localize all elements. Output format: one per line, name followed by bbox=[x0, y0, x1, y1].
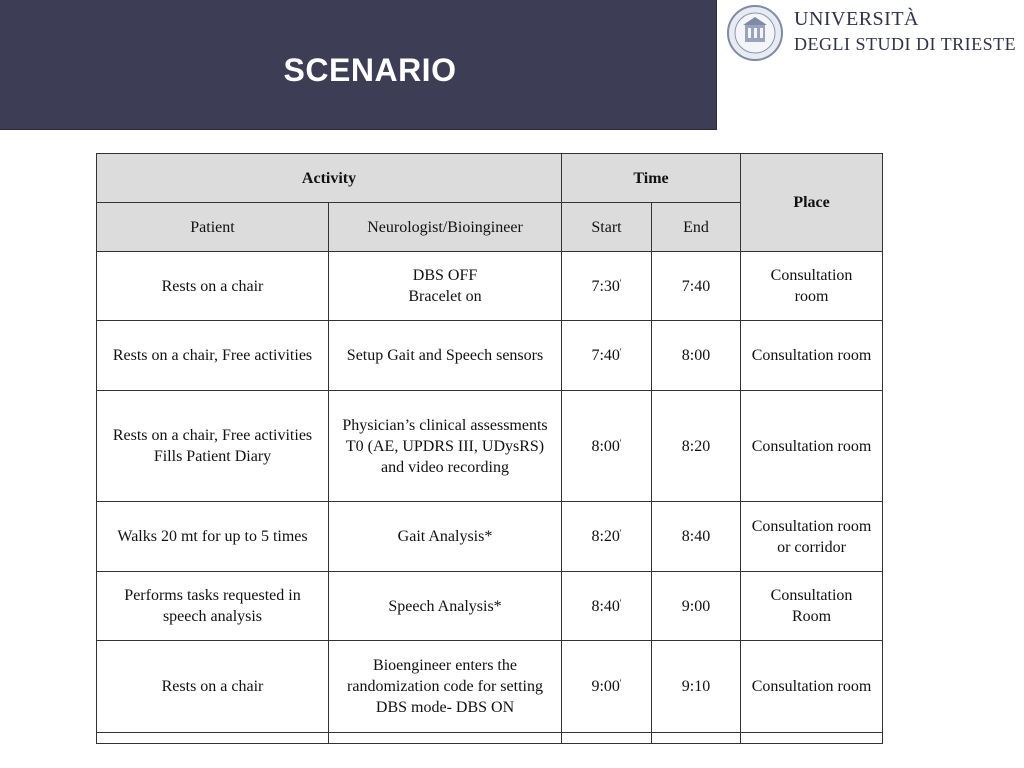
university-logo bbox=[724, 0, 1024, 66]
cell-place: Consultation room bbox=[741, 252, 883, 321]
table-row bbox=[97, 321, 883, 391]
start-time-tick: ' bbox=[619, 277, 622, 288]
start-time-tick: ' bbox=[619, 437, 622, 448]
header-patient: Patient bbox=[97, 203, 329, 252]
cell-neurologist: Speech Analysis* bbox=[329, 572, 562, 641]
cell-cutoff bbox=[562, 733, 652, 744]
table-row bbox=[97, 572, 883, 641]
scenario-table bbox=[96, 153, 883, 744]
cell-start: 7:40' bbox=[562, 321, 652, 391]
table-row bbox=[97, 502, 883, 572]
table-row bbox=[97, 252, 883, 321]
start-time-tick: ' bbox=[619, 528, 622, 538]
cell-end: 9:10 bbox=[652, 641, 741, 733]
cell-cutoff bbox=[652, 733, 741, 744]
cell-start: 8:20' bbox=[562, 502, 652, 572]
cell-patient: Walks 20 mt for up to 5 times bbox=[97, 502, 329, 572]
table-row bbox=[97, 641, 883, 733]
header-place: Place bbox=[741, 154, 883, 252]
cell-cutoff bbox=[741, 733, 883, 744]
header-time: Time bbox=[562, 154, 741, 203]
university-seal-icon bbox=[726, 4, 784, 62]
university-name-line2: DEGLI STUDI DI TRIESTE bbox=[794, 34, 1017, 54]
cell-patient: Rests on a chair bbox=[97, 641, 329, 733]
cell-cutoff bbox=[97, 733, 329, 744]
cell-place: Consultation room bbox=[741, 391, 883, 502]
cell-cutoff bbox=[329, 733, 562, 744]
cell-start: 9:00' bbox=[562, 641, 652, 733]
cell-start: 7:30' bbox=[562, 252, 652, 321]
cell-neurologist: DBS OFF Bracelet on bbox=[329, 252, 562, 321]
cell-neurologist: Gait Analysis* bbox=[329, 502, 562, 572]
header-neurologist: Neurologist/Bioingineer bbox=[329, 203, 562, 252]
cell-end: 7:40 bbox=[652, 252, 741, 321]
start-time-tick: ' bbox=[619, 347, 622, 357]
cell-patient: Performs tasks requested in speech analysis bbox=[97, 572, 329, 641]
cell-end: 8:40 bbox=[652, 502, 741, 572]
header-activity: Activity bbox=[97, 154, 562, 203]
start-time-tick: ' bbox=[619, 597, 622, 608]
cell-patient: Rests on a chair, Free activities bbox=[97, 321, 329, 391]
header-start: Start bbox=[562, 203, 652, 252]
slide-title: SCENARIO bbox=[283, 52, 457, 88]
cell-start: 8:40' bbox=[562, 572, 652, 641]
cell-place: Consultation Room bbox=[741, 572, 883, 641]
cell-place: Consultation room bbox=[741, 321, 883, 391]
cell-place: Consultation room or corridor bbox=[741, 502, 883, 572]
cell-start: 8:00' bbox=[562, 391, 652, 502]
cell-patient: Rests on a chair, Free activities Fills Patient Diary bbox=[97, 391, 329, 502]
start-time-tick: ' bbox=[619, 678, 622, 688]
cell-end: 8:00 bbox=[652, 321, 741, 391]
cell-end: 8:20 bbox=[652, 391, 741, 502]
cell-neurologist: Setup Gait and Speech sensors bbox=[329, 321, 562, 391]
cell-neurologist: Bioengineer enters the randomization code for setting DBS mode- DBS ON bbox=[329, 641, 562, 733]
university-name-line1: UNIVERSITÀ bbox=[794, 8, 919, 30]
cell-place: Consultation room bbox=[741, 641, 883, 733]
table-row-cutoff bbox=[97, 733, 883, 744]
cell-patient: Rests on a chair bbox=[97, 252, 329, 321]
cell-end: 9:00 bbox=[652, 572, 741, 641]
header-end: End bbox=[652, 203, 741, 252]
cell-neurologist: Physician’s clinical assessments T0 (AE, UPDRS III, UDysRS) and video recording bbox=[329, 391, 562, 502]
table-row bbox=[97, 391, 883, 502]
